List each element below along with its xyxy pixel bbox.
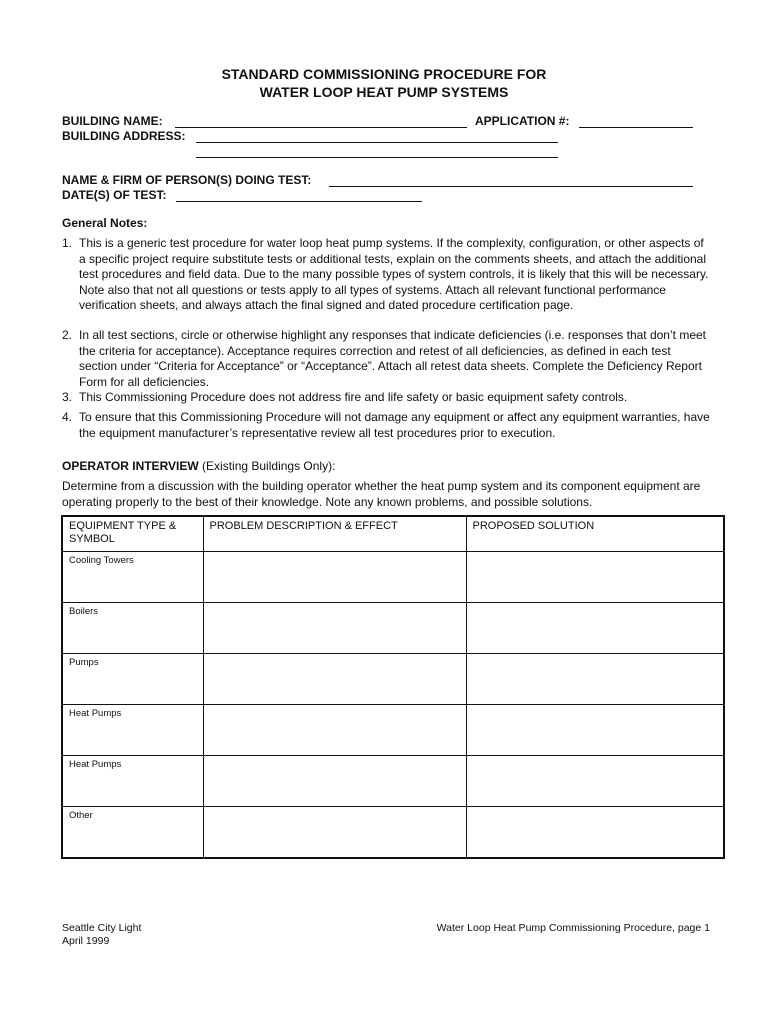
operator-interview-heading	[62, 459, 335, 473]
general-notes-heading: General Notes:	[62, 216, 148, 230]
building-address-line-1[interactable]	[196, 142, 558, 143]
equipment-cell: Other	[62, 807, 203, 859]
operator-interview-qualifier: (Existing Buildings Only):	[202, 459, 336, 473]
building-name-line[interactable]	[175, 127, 467, 128]
solution-cell[interactable]	[466, 654, 724, 705]
footer-org: Seattle City Light	[62, 922, 142, 934]
problem-cell[interactable]	[203, 807, 466, 859]
table-row	[62, 705, 724, 756]
note-item	[62, 236, 710, 314]
name-firm-line[interactable]	[329, 186, 693, 187]
operator-interview-table	[61, 515, 725, 859]
building-address-line-2[interactable]	[196, 157, 558, 158]
table-row	[62, 552, 724, 603]
operator-interview-title: OPERATOR INTERVIEW	[62, 459, 199, 473]
building-address-label: BUILDING ADDRESS:	[62, 129, 186, 143]
note-text: To ensure that this Commissioning Procedure will not damage any equipment or affect any equipment warranties, have the equipment manufacturer’s representative review all test procedures prior to execution.	[79, 410, 710, 440]
note-number: 4.	[62, 410, 73, 424]
solution-cell[interactable]	[466, 756, 724, 807]
title-line-2: WATER LOOP HEAT PUMP SYSTEMS	[259, 84, 509, 100]
equipment-cell: Heat Pumps	[62, 756, 203, 807]
note-number: 1.	[62, 236, 73, 250]
table-row	[62, 807, 724, 859]
operator-interview-paragraph: Determine from a discussion with the building operator whether the heat pump system and its component equipment are operating properly to the best of their knowledge. Note any known problems, and possible solutions.	[62, 479, 701, 509]
equipment-cell: Boilers	[62, 603, 203, 654]
solution-cell[interactable]	[466, 552, 724, 603]
name-firm-label: NAME & FIRM OF PERSON(S) DOING TEST:	[62, 173, 312, 187]
equipment-cell: Heat Pumps	[62, 705, 203, 756]
column-header-solution: PROPOSED SOLUTION	[466, 516, 724, 552]
note-item	[62, 410, 710, 441]
table-row	[62, 756, 724, 807]
table-row	[62, 654, 724, 705]
note-number: 2.	[62, 328, 73, 342]
note-text: This is a generic test procedure for water loop heat pump systems. If the complexity, configuration, or other aspects of a specific project require substitute tests or additional tests, explain on the comments sheets, and attach the additional test procedures and field data. Due to the many possible types of system controls, it is likely that this will be necessary. Note also that not all questions or tests apply to all types of systems. Attach all relevant functional performance verification sheets, and always attach the final signed and dated procedure certification page.	[79, 236, 709, 313]
dates-label: DATE(S) OF TEST:	[62, 188, 167, 202]
solution-cell[interactable]	[466, 603, 724, 654]
solution-cell[interactable]	[466, 705, 724, 756]
equipment-cell: Cooling Towers	[62, 552, 203, 603]
note-text: In all test sections, circle or otherwise highlight any responses that indicate deficiencies (i.e. responses that don’t meet the criteria for acceptance). Acceptance requires correction and retest of all deficiencies, as defined in each test section under “Criteria for Acceptance” or “Acceptance”. Attach all retest data sheets. Complete the Deficiency Report Form for all deficiencies.	[79, 328, 706, 389]
equipment-cell: Pumps	[62, 654, 203, 705]
title-line-1: STANDARD COMMISSIONING PROCEDURE FOR	[221, 66, 547, 82]
problem-cell[interactable]	[203, 705, 466, 756]
column-header-equipment: EQUIPMENT TYPE & SYMBOL	[62, 516, 203, 552]
note-text: This Commissioning Procedure does not address fire and life safety or basic equipment safety controls.	[79, 390, 628, 404]
problem-cell[interactable]	[203, 552, 466, 603]
note-item	[62, 390, 710, 406]
note-number: 3.	[62, 390, 73, 404]
note-item	[62, 328, 710, 390]
problem-cell[interactable]	[203, 654, 466, 705]
table-row	[62, 603, 724, 654]
application-line[interactable]	[579, 127, 693, 128]
dates-line[interactable]	[176, 201, 422, 202]
table-header-row	[62, 516, 724, 552]
footer-page-label: Water Loop Heat Pump Commissioning Procedure, page 1	[436, 922, 710, 934]
problem-cell[interactable]	[203, 756, 466, 807]
problem-cell[interactable]	[203, 603, 466, 654]
application-label: APPLICATION #:	[475, 114, 570, 128]
column-header-problem: PROBLEM DESCRIPTION & EFFECT	[203, 516, 466, 552]
footer-date: April 1999	[62, 935, 110, 947]
solution-cell[interactable]	[466, 807, 724, 859]
building-name-label: BUILDING NAME:	[62, 114, 163, 128]
